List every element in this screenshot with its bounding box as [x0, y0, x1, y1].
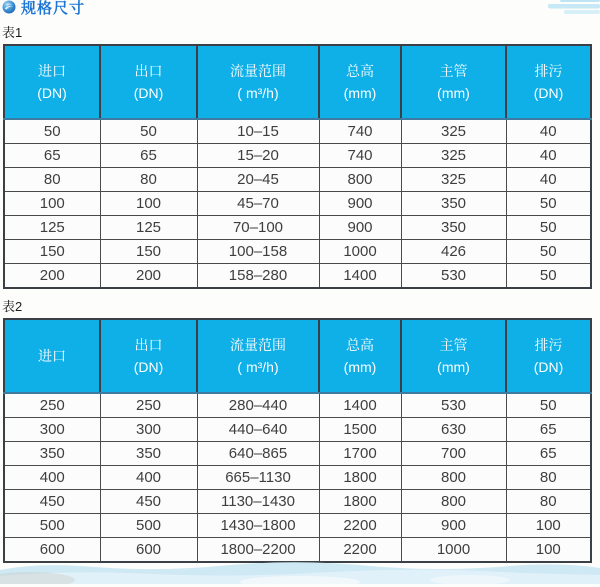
- table-cell: 70–100: [197, 216, 319, 240]
- column-header: 总高 (mm): [319, 45, 401, 119]
- table-cell: 530: [401, 264, 506, 289]
- table-cell: 50: [506, 240, 591, 264]
- table-cell: 640–865: [197, 442, 319, 466]
- table-cell: 350: [401, 192, 506, 216]
- spec-table-1: [3, 44, 592, 289]
- table-cell: 900: [319, 192, 401, 216]
- table-cell: 50: [4, 119, 100, 144]
- table-cell: 200: [4, 264, 100, 289]
- table-cell: 1000: [401, 538, 506, 563]
- table-row: [4, 514, 591, 538]
- table-cell: 1800: [319, 466, 401, 490]
- table-cell: 2200: [319, 538, 401, 563]
- table-row: [4, 264, 591, 289]
- table-cell: 100: [100, 192, 197, 216]
- table-cell: 1400: [319, 393, 401, 418]
- table-cell: 800: [319, 168, 401, 192]
- table-cell: 900: [319, 216, 401, 240]
- table-cell: 2200: [319, 514, 401, 538]
- column-header: 进口: [4, 319, 100, 393]
- table-row: [4, 216, 591, 240]
- header-row: [4, 319, 591, 393]
- table-cell: 440–640: [197, 418, 319, 442]
- table-cell: 600: [4, 538, 100, 563]
- column-header: 出口 (DN): [100, 45, 197, 119]
- table1-label: 表1: [2, 25, 23, 40]
- page-header: [2, 0, 600, 17]
- table-cell: 450: [100, 490, 197, 514]
- table-cell: 665–1130: [197, 466, 319, 490]
- table-cell: 250: [100, 393, 197, 418]
- table-cell: 300: [100, 418, 197, 442]
- table-cell: 630: [401, 418, 506, 442]
- table-cell: 80: [4, 168, 100, 192]
- table-cell: 65: [4, 144, 100, 168]
- column-header: 流量范围 ( m³/h): [197, 45, 319, 119]
- table-cell: 426: [401, 240, 506, 264]
- table-cell: 740: [319, 144, 401, 168]
- table-row: [4, 168, 591, 192]
- table-cell: 325: [401, 144, 506, 168]
- table-cell: 65: [506, 418, 591, 442]
- table2-label: 表2: [2, 299, 23, 314]
- table-row: [4, 538, 591, 563]
- table-cell: 1500: [319, 418, 401, 442]
- table-cell: 1000: [319, 240, 401, 264]
- table-cell: 10–15: [197, 119, 319, 144]
- table-cell: 800: [401, 466, 506, 490]
- table-cell: 1800: [319, 490, 401, 514]
- table-cell: 350: [100, 442, 197, 466]
- table-cell: 530: [401, 393, 506, 418]
- column-header: 总高 (mm): [319, 319, 401, 393]
- table-cell: 900: [401, 514, 506, 538]
- table-cell: 20–45: [197, 168, 319, 192]
- table-cell: 50: [506, 216, 591, 240]
- table-cell: 300: [4, 418, 100, 442]
- page-title: 规格尺寸: [21, 0, 86, 17]
- table-cell: 450: [4, 490, 100, 514]
- table-cell: 150: [100, 240, 197, 264]
- table-cell: 350: [401, 216, 506, 240]
- table-cell: 325: [401, 119, 506, 144]
- table-row: [4, 490, 591, 514]
- table-row: [4, 442, 591, 466]
- table-cell: 125: [4, 216, 100, 240]
- column-header: 主管 (mm): [401, 45, 506, 119]
- table-cell: 50: [506, 264, 591, 289]
- table-cell: 500: [4, 514, 100, 538]
- table-cell: 600: [100, 538, 197, 563]
- table-cell: 100: [506, 514, 591, 538]
- table-cell: 1130–1430: [197, 490, 319, 514]
- table-cell: 80: [506, 466, 591, 490]
- table-cell: 15–20: [197, 144, 319, 168]
- column-header: 主管 (mm): [401, 319, 506, 393]
- table-cell: 740: [319, 119, 401, 144]
- table-cell: 80: [506, 490, 591, 514]
- table-cell: 280–440: [197, 393, 319, 418]
- column-header: 排污 (DN): [506, 45, 591, 119]
- table-cell: 800: [401, 490, 506, 514]
- header-row: [4, 45, 591, 119]
- table-cell: 100: [4, 192, 100, 216]
- table-cell: 80: [100, 168, 197, 192]
- table-cell: 500: [100, 514, 197, 538]
- spec-table-2: [3, 318, 592, 563]
- table-cell: 400: [4, 466, 100, 490]
- column-header: 进口 (DN): [4, 45, 100, 119]
- table-cell: 125: [100, 216, 197, 240]
- table-cell: 1430–1800: [197, 514, 319, 538]
- table-cell: 50: [100, 119, 197, 144]
- column-header: 出口 (DN): [100, 319, 197, 393]
- table-cell: 325: [401, 168, 506, 192]
- table-row: [4, 240, 591, 264]
- table-cell: 158–280: [197, 264, 319, 289]
- table-cell: 250: [4, 393, 100, 418]
- column-header: 排污 (DN): [506, 319, 591, 393]
- table-cell: 350: [4, 442, 100, 466]
- table-cell: 700: [401, 442, 506, 466]
- table-cell: 1700: [319, 442, 401, 466]
- table-cell: 400: [100, 466, 197, 490]
- table-cell: 150: [4, 240, 100, 264]
- table-cell: 200: [100, 264, 197, 289]
- table-row: [4, 466, 591, 490]
- table-row: [4, 192, 591, 216]
- table-cell: 40: [506, 119, 591, 144]
- column-header: 流量范围 ( m³/h): [197, 319, 319, 393]
- table-cell: 40: [506, 168, 591, 192]
- table-cell: 65: [100, 144, 197, 168]
- table-cell: 100: [506, 538, 591, 563]
- table-row: [4, 144, 591, 168]
- table-cell: 65: [506, 442, 591, 466]
- table-row: [4, 119, 591, 144]
- table-row: [4, 393, 591, 418]
- table-cell: 1400: [319, 264, 401, 289]
- table-cell: 40: [506, 144, 591, 168]
- table-cell: 1800–2200: [197, 538, 319, 563]
- table-cell: 45–70: [197, 192, 319, 216]
- table-cell: 50: [506, 393, 591, 418]
- table-cell: 100–158: [197, 240, 319, 264]
- table-cell: 50: [506, 192, 591, 216]
- table-row: [4, 418, 591, 442]
- swirl-logo-icon: [2, 0, 16, 14]
